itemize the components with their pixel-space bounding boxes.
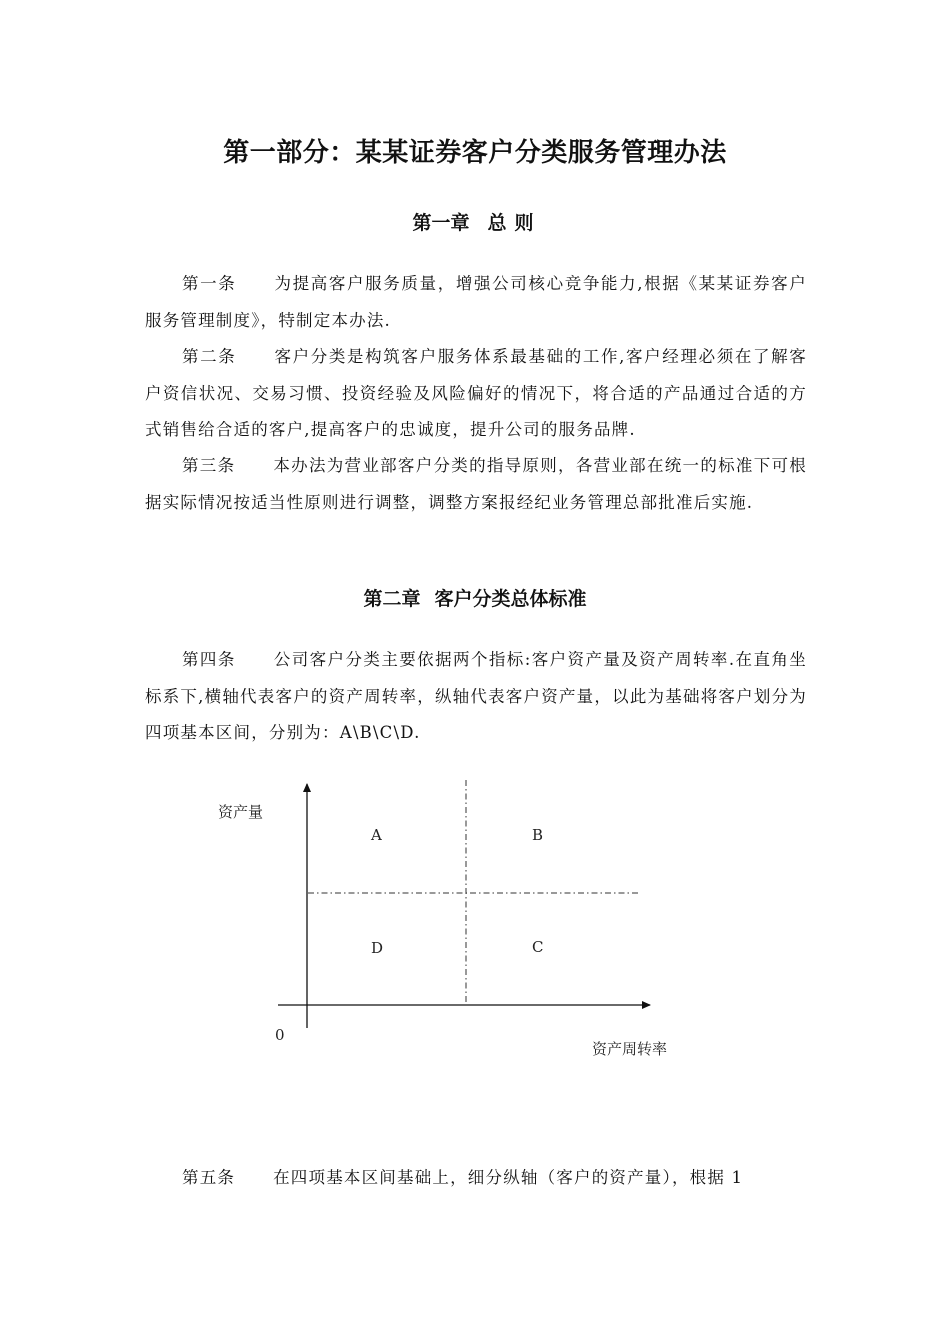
article-1: [145, 266, 807, 339]
quadrant-diagram: [210, 770, 690, 1070]
chapter-1-title-a: 总: [487, 212, 507, 234]
article-4-text: 公司客户分类主要依据两个指标:客户资产量及资产周转率.在直角坐标系下,横轴代表客户的资产周转率，纵轴代表客户资产量，以此为基础将客户划分为四项基本区间，分别为：A\B\C\D.: [145, 650, 807, 742]
origin-label: 0: [275, 1026, 285, 1044]
article-2-label: 第二条: [182, 347, 237, 366]
article-2-text: 客户分类是构筑客户服务体系最基础的工作,客户经理必须在了解客户资信状况、交易习惯、投资经验及风险偏好的情况下，将合适的产品通过合适的方式销售给合适的客户,提高客户的忠诚度，提升公司的服务品牌.: [145, 347, 807, 439]
chapter-1-heading: [0, 208, 950, 235]
article-3-text: 本办法为营业部客户分类的指导原则，各营业部在统一的标准下可根据实际情况按适当性原则进行调整，调整方案报经纪业务管理总部批准后实施.: [145, 456, 807, 512]
chapter-2-heading: [0, 584, 950, 611]
x-axis-label: 资产周转率: [592, 1040, 668, 1058]
document-title: 第一部分：某某证券客户分类服务管理办法: [223, 138, 727, 168]
chapter-1-number: 第一章: [412, 212, 470, 234]
chapter-2-number: 第二章: [363, 588, 421, 610]
article-3-label: 第三条: [182, 456, 236, 475]
article-1-text: 为提高客户服务质量，增强公司核心竞争能力,根据《某某证券客户服务管理制度》，特制定本办法.: [145, 274, 807, 330]
article-3: [145, 448, 807, 521]
y-axis-label: 资产量: [218, 803, 264, 821]
article-5: [145, 1160, 807, 1197]
article-5-label: 第五条: [182, 1168, 236, 1187]
article-4: [145, 642, 807, 752]
quadrant-c-label: C: [532, 938, 544, 956]
quadrant-diagram-svg: [210, 770, 690, 1070]
article-4-label: 第四条: [182, 650, 236, 669]
quadrant-d-label: D: [371, 939, 384, 957]
chapter-2-title: 客户分类总体标准: [434, 588, 587, 610]
article-1-label: 第一条: [182, 274, 237, 293]
article-5-text: 在四项基本区间基础上，细分纵轴（客户的资产量），根据 1: [273, 1168, 744, 1187]
quadrant-a-label: A: [371, 826, 382, 844]
article-2: [145, 339, 807, 449]
quadrant-b-label: B: [532, 826, 544, 844]
chapter-1-title-b: 则: [514, 212, 534, 234]
